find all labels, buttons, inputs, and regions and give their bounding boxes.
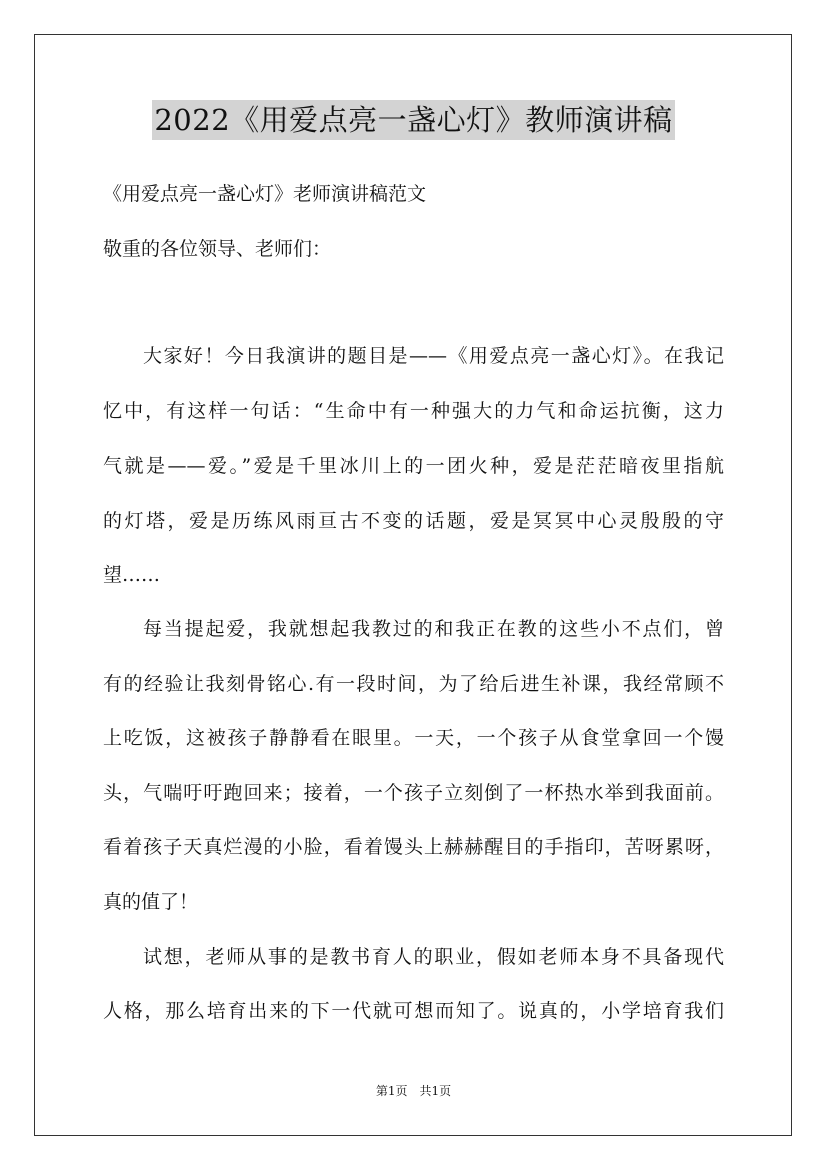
paragraph-line: 真的值了！ — [103, 891, 199, 913]
page-footer: 第1页 共1页 — [375, 1084, 452, 1098]
paragraph-line: 上吃饭，这被孩子静静看在眼里。一天，一个孩子从食堂拿回一个馒 — [103, 727, 724, 749]
paragraph-line: 试想，老师从事的是教书育人的职业，假如老师本身不具备现代 — [143, 946, 724, 968]
subtitle-line: 《用爱点亮一盏心灯》老师演讲稿范文 — [103, 183, 427, 205]
paragraph-line: 望…… — [103, 564, 161, 586]
paragraph-line: 头，气喘吁吁跑回来；接着，一个孩子立刻倒了一杯热水举到我面前。 — [103, 782, 724, 804]
paragraph-line: 有的经验让我刻骨铭心.有一段时间，为了给后进生补课，我经常顾不 — [103, 673, 724, 695]
title-container — [0, 100, 827, 140]
paragraph-line: 人格，那么培育出来的下一代就可想而知了。说真的，小学培育我们 — [103, 1000, 724, 1022]
paragraph-line: 看着孩子天真烂漫的小脸，看着馒头上赫赫醒目的手指印，苦呀累呀， — [103, 836, 724, 858]
paragraph-line: 大家好！今日我演讲的题目是——《用爱点亮一盏心灯》。在我记 — [143, 345, 724, 367]
paragraph-line: 忆中，有这样一句话：“生命中有一种强大的力气和命运抗衡，这力 — [103, 400, 724, 422]
paragraph-line: 每当提起爱，我就想起我教过的和我正在教的这些小不点们，曾 — [143, 618, 724, 640]
document-title: 2022《用爱点亮一盏心灯》教师演讲稿 — [152, 100, 674, 140]
paragraph-line: 的灯塔，爱是历练风雨亘古不变的话题，爱是冥冥中心灵殷殷的守 — [103, 510, 724, 532]
salutation-line: 敬重的各位领导、老师们： — [103, 238, 332, 260]
paragraph-line: 气就是——爱。”爱是千里冰川上的一团火种，爱是茫茫暗夜里指航 — [103, 455, 724, 477]
